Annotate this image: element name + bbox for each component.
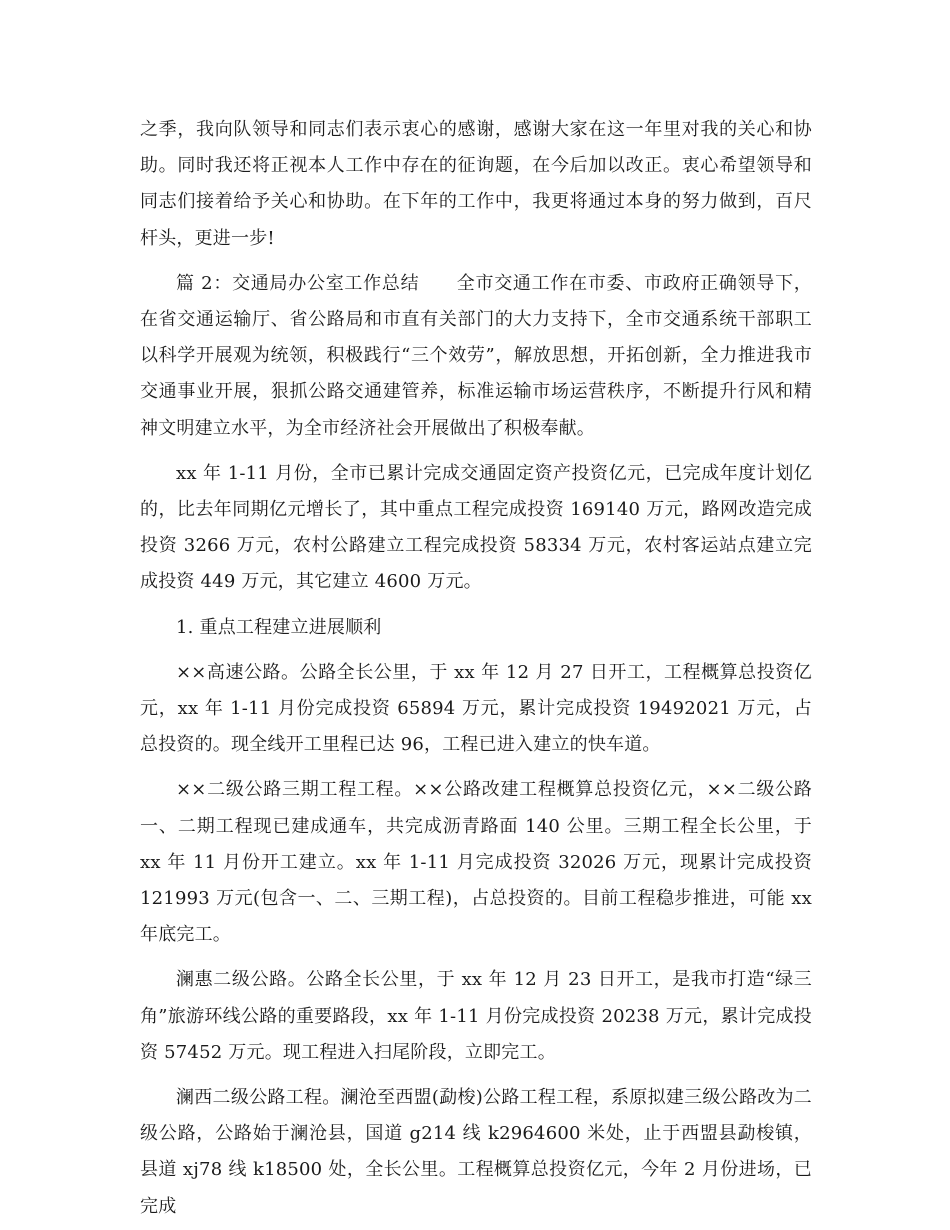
paragraph-section-2-intro: 篇 2：交通局办公室工作总结 全市交通工作在市委、市政府正确领导下，在省交通运输厅、省公路局和市直有关部门的大力支持下，全市交通系统干部职工以科学开展观为统领，积极践行“三个效劳”，解放思想，开拓创新，全力推进我市交通事业开展，狠抓公路交通建管养，标准运输市场运营秩序，不断提升行风和精神文明建立水平，为全市经济社会开展做出了积极奉献。	[140, 272, 812, 439]
paragraph-secondary-road-phase-3: ××二级公路三期工程工程。××公路改建工程概算总投资亿元，××二级公路一、二期工程现已建成通车，共完成沥青路面 140 公里。三期工程全长公里，于 xx 年 11 月份开工建立。xx 年 1-11 月完成投资 32026 万元，现累计完成投资 121993 万元(包含一、二、三期工程)，占总投资的。目前工程稳步推进，可能 xx 年底完工。	[140, 779, 812, 946]
paragraph-closing-thanks: 之季，我向队领导和同志们表示衷心的感谢，感谢大家在这一年里对我的关心和协助。同时我还将正视本人工作中存在的征询题，在今后加以改正。衷心希望领导和同志们接着给予关心和协助。在下年的工作中，我更将通过本身的努力做到，百尺杆头，更进一步!	[140, 119, 812, 249]
document-page	[140, 112, 812, 1225]
heading-key-projects: 1. 重点工程建立进展顺利	[176, 616, 382, 638]
paragraph-lanxi-road: 澜西二级公路工程。澜沧至西盟(勐梭)公路工程工程，系原拟建三级公路改为二级公路，公路始于澜沧县，国道 g214 线 k2964600 米处，止于西盟县勐梭镇，县道 xj78 线 k18500 处，全长公里。工程概算总投资亿元，今年 2 月份进场，已完成	[140, 1087, 812, 1217]
paragraph-expressway: ××高速公路。公路全长公里，于 xx 年 12 月 27 日开工，工程概算总投资亿元，xx 年 1-11 月份完成投资 65894 万元，累计完成投资 19492021 万元，占总投资的。现全线开工里程已达 96，工程已进入建立的快车道。	[140, 661, 812, 756]
paragraph-lanhui-road: 澜惠二级公路。公路全长公里，于 xx 年 12 月 23 日开工，是我市打造“绿三角”旅游环线公路的重要路段，xx 年 1-11 月份完成投资 20238 万元，累计完成投资 57452 万元。现工程进入扫尾阶段，立即完工。	[140, 969, 812, 1063]
paragraph-investment-summary: xx 年 1-11 月份，全市已累计完成交通固定资产投资亿元，已完成年度计划亿的，比去年同期亿元增长了，其中重点工程完成投资 169140 万元，路网改造完成投资 3266 万元，农村公路建立工程完成投资 58334 万元，农村客运站点建立完成投资 449 万元，其它建立 4600 万元。	[140, 462, 812, 593]
